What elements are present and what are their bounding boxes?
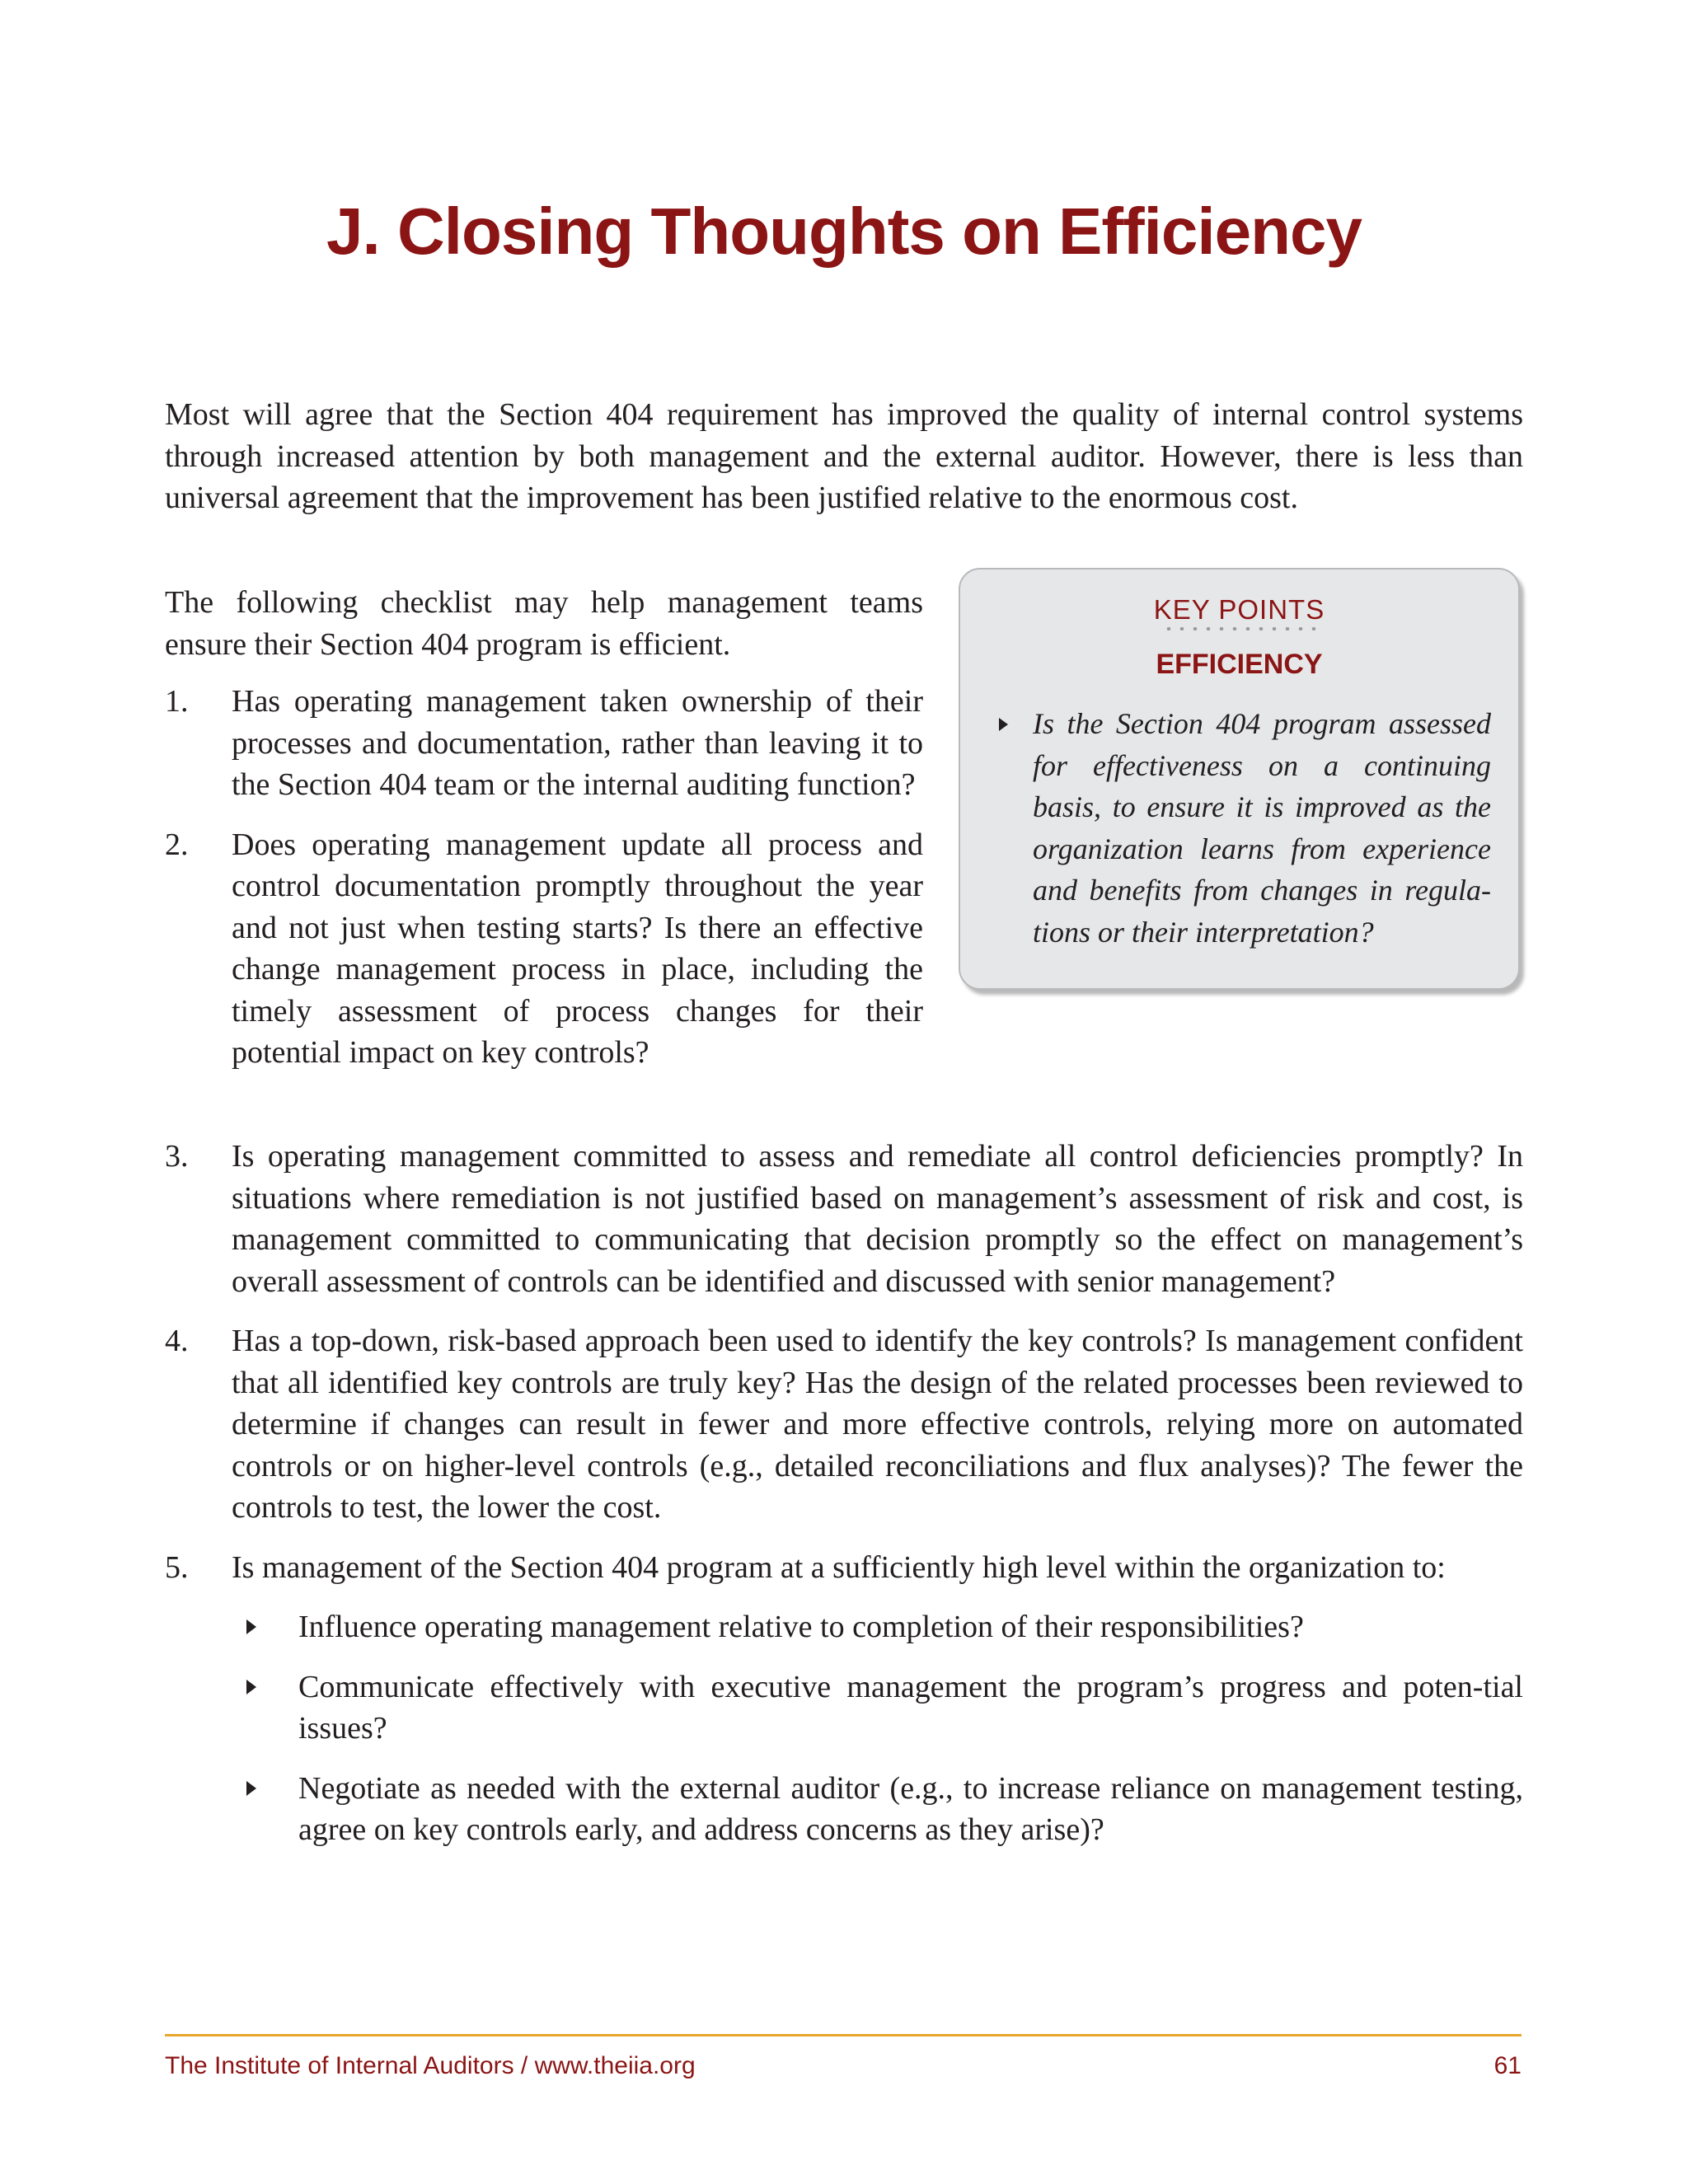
triangle-bullet-icon (246, 1619, 256, 1634)
page-title: J. Closing Thoughts on Efficiency (326, 194, 1362, 268)
triangle-bullet-icon (999, 718, 1008, 731)
footer-publisher: The Institute of Internal Auditors / www.theiia.org (165, 2052, 696, 2079)
item-text: Is management of the Section 404 program at a sufficiently high level within the organization to: (232, 1549, 1446, 1585)
footer-divider (165, 2034, 1522, 2036)
sub-bullet-item (232, 1606, 1523, 1648)
triangle-bullet-icon (246, 1680, 256, 1694)
sub-bullet-list (165, 1606, 1523, 1851)
checklist-item-4 (165, 1320, 1523, 1529)
page-number: 61 (1493, 2052, 1522, 2079)
item-text: Is operating management committed to assess and remediate all control deficiencies promptly? In situations where remediation is not justified based on management’s assessment of risk and cost, is management committed to communicating that decision promptly so the effect on management’s overall assessment of controls can be identified and discussed with senior management? (232, 1139, 1523, 1299)
key-points-box (959, 568, 1520, 990)
intro-paragraph: Most will agree that the Section 404 requirement has improved the quality of internal control systems through increased attention by both management and the external auditor. However, there is less than universal agreement that the improvement has been justified relative to the enormous cost. (165, 397, 1523, 515)
checklist-item-2 (165, 824, 923, 1074)
sub-bullet-item (232, 1666, 1523, 1750)
item-number: 4. (165, 1324, 189, 1358)
key-point-text: Is the Section 404 program assessed for effectiveness on a continuing basis, to ensure it is improved as the organization learns from experience and benefits from changes in regula-tions or their interpretation? (1033, 707, 1491, 949)
item-number: 1. (165, 684, 189, 719)
item-text: Has operating management taken ownership of their processes and documentation, rather than leaving it to the Section 404 team or the internal auditing function? (232, 684, 923, 802)
checklist-item-1 (165, 681, 923, 806)
item-number: 5. (165, 1549, 189, 1585)
item-text: Has a top-down, risk-based approach been used to identify the key controls? Is management confident that all identified key controls are truly key? Has the design of the related processes been reviewed to determine if changes can result in fewer and more effective controls, relying more on automated controls or on higher-level controls (e.g., detailed reconciliations and flux analyses)? The fewer the controls to test, the lower the cost. (232, 1324, 1523, 1525)
sub-bullet-text: Negotiate as needed with the external auditor (e.g., to increase reliance on management testing, agree on key controls early, and address concerns as they arise)? (298, 1770, 1523, 1847)
item-text: Does operating management update all process and control documentation promptly throughout the year and not just when testing starts? Is there an effective change management process in place, including the timely assessment of process changes for their potential impact on key controls? (232, 827, 923, 1070)
key-points-subheading: EFFICIENCY (1156, 649, 1323, 680)
checklist-item-3 (165, 1136, 1523, 1302)
item-number: 3. (165, 1139, 189, 1174)
sub-bullet-item (232, 1768, 1523, 1851)
item-number: 2. (165, 827, 189, 862)
checklist-item-5 (165, 1547, 1523, 1589)
checklist-top (165, 681, 923, 1092)
triangle-bullet-icon (246, 1781, 256, 1796)
key-points-heading: KEY POINTS (1153, 594, 1325, 625)
sub-bullet-text: Influence operating management relative to completion of their responsibilities? (298, 1610, 1304, 1644)
dotted-divider (1162, 627, 1319, 630)
checklist-bottom (165, 1136, 1523, 1869)
sub-bullet-text: Communicate effectively with executive management the program’s progress and poten-tial issues? (298, 1669, 1523, 1746)
checklist-lead-paragraph: The following checklist may help management teams ensure their Section 404 program is efficient. (165, 585, 923, 662)
